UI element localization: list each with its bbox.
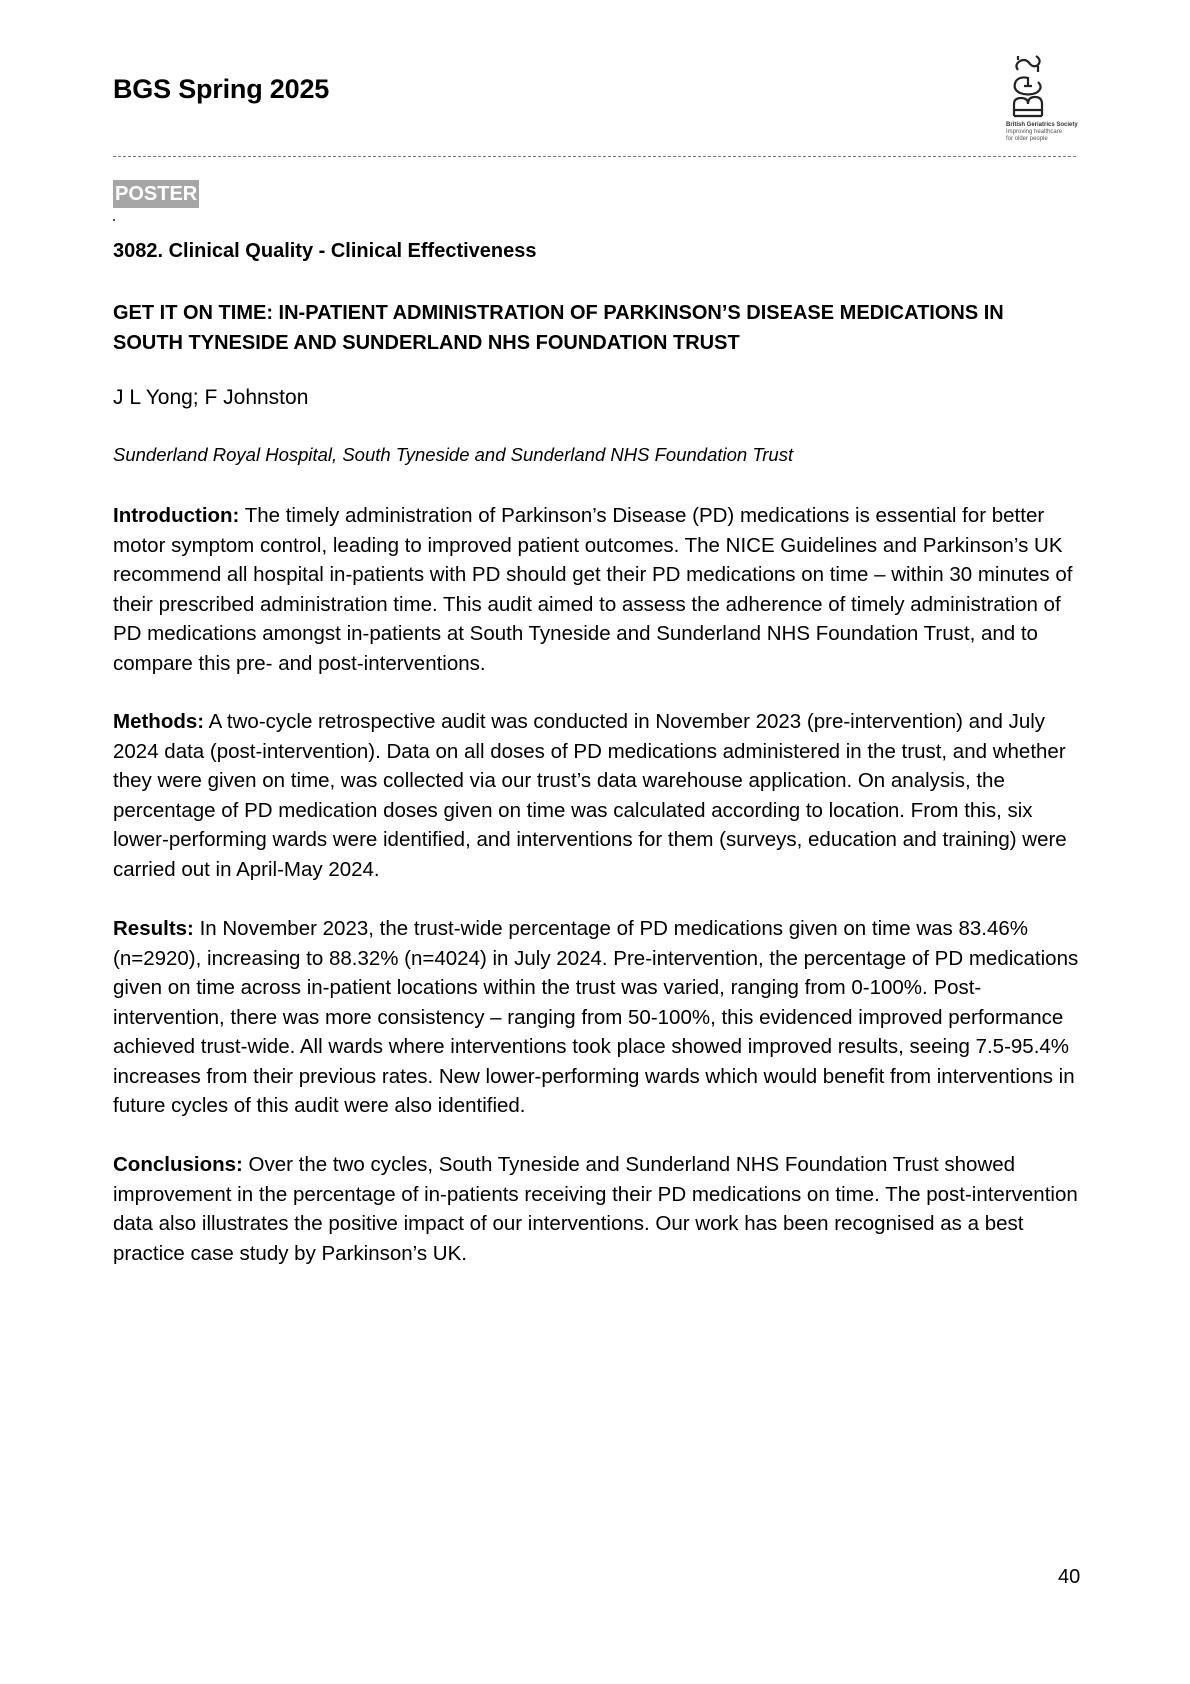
abstract-title: GET IT ON TIME: IN-PATIENT ADMINISTRATION OF PARKINSON’S DISEASE MEDICATIONS IN SOUTH TYNESIDE AND SUNDERLAND NHS FOUNDATION TRUST bbox=[113, 302, 1004, 354]
logo-tagline-1: Improving healthcare bbox=[1006, 129, 1063, 135]
logo-tagline-2: for older people bbox=[1006, 136, 1048, 142]
abstract-category: 3082. Clinical Quality - Clinical Effectiveness bbox=[113, 240, 537, 262]
page-title: BGS Spring 2025 bbox=[113, 74, 330, 104]
methods-heading: Methods: bbox=[113, 710, 205, 733]
conclusions-paragraph bbox=[113, 1150, 1088, 1268]
introduction-text: The timely administration of Parkinson’s Disease (PD) medications is essential for better motor symptom control, leading to improved patient outcomes. The NICE Guidelines and Parkinson’s UK recommend all hospital in-patients with PD should get their PD medications on time – within 30 minutes of their prescribed administration time. This audit aimed to assess the adherence of timely administration of PD medications amongst in-patients at South Tyneside and Sunderland NHS Foundation Trust, and to compare this pre- and post-interventions. bbox=[113, 504, 1073, 675]
marker-dot bbox=[113, 219, 115, 221]
bgs-logo bbox=[1000, 52, 1110, 144]
affiliation: Sunderland Royal Hospital, South Tyneside and Sunderland NHS Foundation Trust bbox=[113, 444, 794, 465]
page-number: 40 bbox=[1058, 1566, 1081, 1588]
bgs-logo-icon bbox=[1008, 52, 1048, 118]
conclusions-text: Over the two cycles, South Tyneside and Sunderland NHS Foundation Trust showed improvement in the percentage of in-patients receiving their PD medications on time. The post-intervention data also illustrates the positive impact of our interventions. Our work has been recognised as a best practice case study by Parkinson’s UK. bbox=[113, 1153, 1078, 1265]
introduction-paragraph bbox=[113, 501, 1088, 678]
poster-badge: POSTER bbox=[113, 180, 199, 208]
results-paragraph bbox=[113, 914, 1088, 1121]
header-divider bbox=[113, 156, 1076, 157]
methods-paragraph bbox=[113, 707, 1088, 884]
results-heading: Results: bbox=[113, 917, 194, 940]
methods-text: A two-cycle retrospective audit was conducted in November 2023 (pre-intervention) and July 2024 data (post-intervention). Data on all doses of PD medications administered in the trust, and whether they were given on time, was collected via our trust’s data warehouse application. On analysis, the percentage of PD medication doses given on time was calculated according to location. From this, six lower-performing wards were identified, and interventions for them (surveys, education and training) were carried out in April-May 2024. bbox=[113, 710, 1067, 881]
authors: J L Yong; F Johnston bbox=[113, 386, 309, 409]
introduction-heading: Introduction: bbox=[113, 504, 240, 527]
results-text: In November 2023, the trust-wide percentage of PD medications given on time was 83.46% (n=2920), increasing to 88.32% (n=4024) in July 2024. Pre-intervention, the percentage of PD medications given on time across in-patient locations within the trust was varied, ranging from 0-100%. Post-intervention, there was more consistency – ranging from 50-100%, this evidenced improved performance achieved trust-wide. All wards where interventions took place showed improved results, seeing 7.5-95.4% increases from their previous rates. New lower-performing wards which would benefit from interventions in future cycles of this audit were also identified. bbox=[113, 917, 1079, 1117]
conclusions-heading: Conclusions: bbox=[113, 1153, 243, 1176]
logo-org-name: British Geriatrics Society bbox=[1006, 122, 1078, 128]
